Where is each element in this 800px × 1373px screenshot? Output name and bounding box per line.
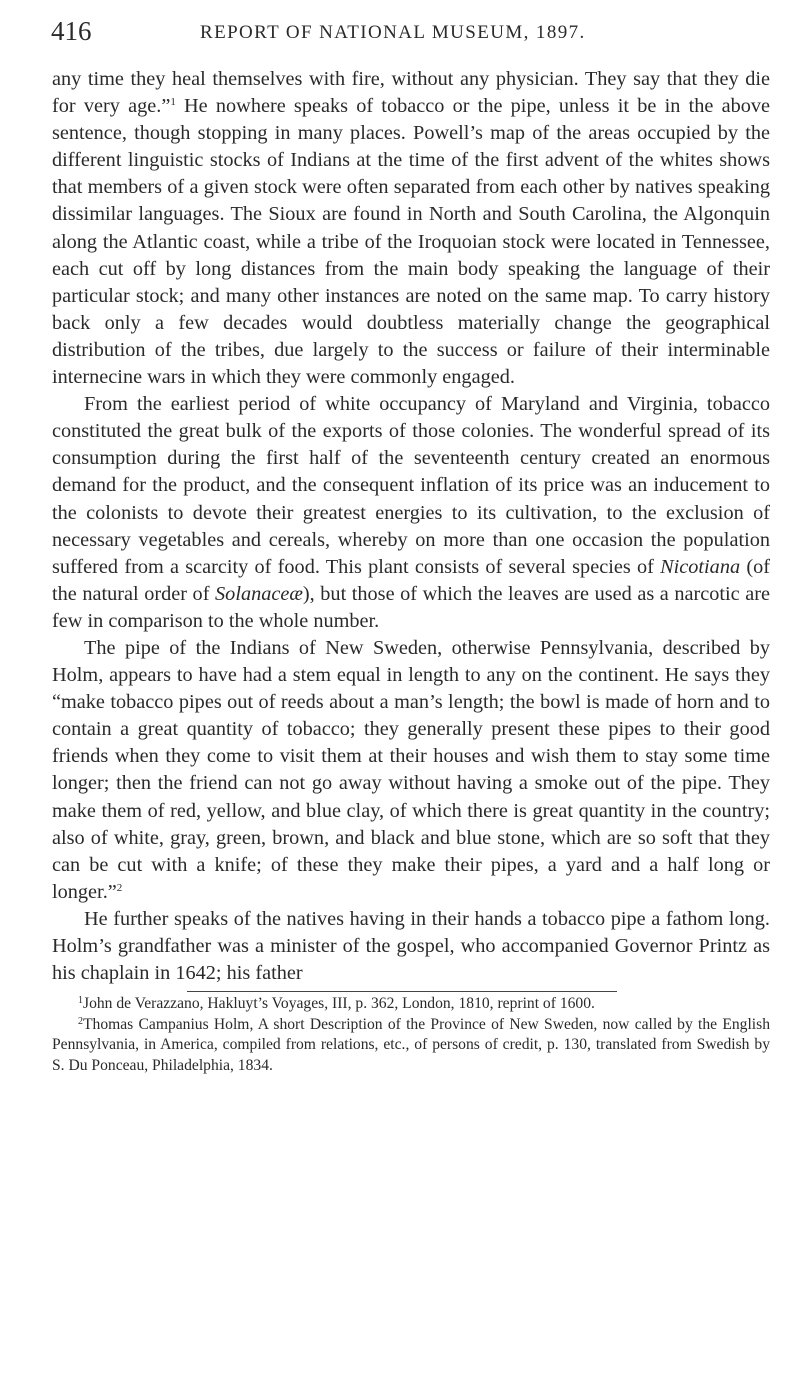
footnotes [52,994,770,1076]
paragraph-text: He further speaks of the natives having in their hands a tobacco pipe a fathom long. Holm’s grandfather was a minister of the gospel, who accompanied Governor Printz as his chaplain in 1642; his father [52,907,770,985]
italic-term: Nicotiana [660,555,741,578]
paragraph-text: ), but those of which the leaves are used as a narcotic are few in comparison to the whole number. [52,582,771,632]
paragraph-text: any time they heal themselves with fire, without any physician. They say that they die for very age.” [52,68,770,118]
paragraph [52,391,770,635]
body-text [52,66,770,987]
running-title: REPORT OF NATIONAL MUSEUM, 1897. [200,22,586,43]
book-page [52,16,770,1077]
paragraph [52,66,770,391]
footnote-divider [187,991,617,992]
italic-term: Solanaceæ [215,582,303,605]
footnote [52,1015,770,1077]
footnote-text: Thomas Campanius Holm, A short Description of the Province of New Sweden, now called by the English Pennsylvania, in America, compiled from relations, etc., of persons of credit, p. 130, translated from Swedish by S. Du Ponceau, Philadelphia, 1834. [52,1015,770,1074]
running-head [52,16,770,66]
paragraph-text: (of the natural order of [52,555,770,605]
paragraph-text: He nowhere speaks of tobacco or the pipe, unless it be in the above sentence, though stopping in many places. Powell’s map of the areas occupied by the different linguistic stocks of Indians at the time of the first advent of the whites shows that members of a given stock were often separated from each other by natives speaking dissimilar languages. The Sioux are found in North and South Carolina, the Algonquin along the Atlantic coast, while a tribe of the Iroquoian stock were located in Tennessee, each cut off by long distances from the main body speaking the language of their particular stock; and many other instances are noted on the same map. To carry history back only a few decades would doubtless materially change the geographical distribution of the tribes, due largely to the success or failure of their interminable internecine wars in which they were commonly engaged. [52,95,770,389]
footnote-text: John de Verazzano, Hakluyt’s Voyages, III, p. 362, London, 1810, reprint of 1600. [83,995,595,1013]
footnote-mark: 1 [78,995,83,1007]
paragraph-text: From the earliest period of white occupancy of Maryland and Virginia, tobacco constituted the great bulk of the exports of those colonies. The wonderful spread of its consumption during the first half of the seventeenth century created an enormous demand for the product, and the consequent inflation of its price was an inducement to the colonists to devote their greatest energies to its cultivation, to the exclusion of necessary vegetables and cereals, whereby on more than one occasion the population suffered from a scarcity of food. This plant consists of several species of [52,393,770,578]
footnote-reference: 1 [170,96,176,109]
footnote-mark: 2 [78,1015,83,1027]
footnote [52,994,770,1015]
footnote-reference: 2 [116,881,123,894]
page-number: 416 [51,16,92,46]
paragraph-text: The pipe of the Indians of New Sweden, otherwise Pennsylvania, described by Holm, appears to have had a stem equal in length to any on the continent. He says they “make tobacco pipes out of reeds about a man’s length; the bowl is made of horn and to contain a great quantity of tobacco; they generally present these pipes to their good friends when they come to visit them at their houses and wish them to stay some time longer; then the friend can not go away without having a smoke out of the pipe. They make them of red, yellow, and blue clay, of which there is great quantity in the country; also of white, gray, green, brown, and black and blue stone, which are so soft that they can be cut with a knife; of these they make their pipes, a yard and a half long or longer.” [52,636,770,903]
paragraph [52,635,770,906]
paragraph [52,906,770,987]
